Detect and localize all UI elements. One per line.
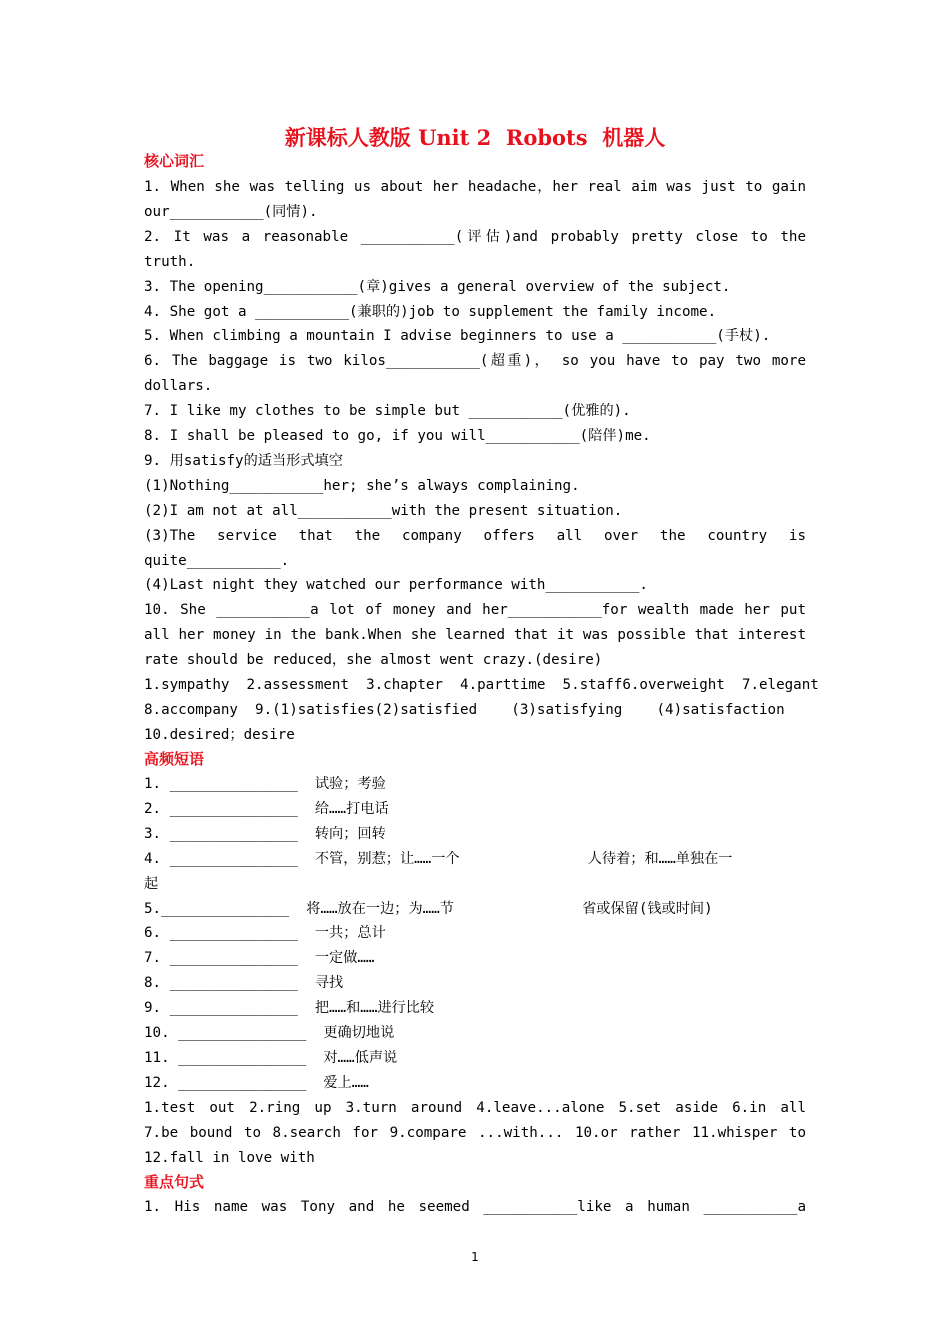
- text-line: (3)The service that the company offers all over the country is: [144, 527, 806, 544]
- text-line: (2)I am not at all___________with the present situation.: [144, 502, 623, 519]
- text-line: 12.fall in love with: [144, 1149, 315, 1166]
- section-heading-phrases: 高频短语: [144, 750, 205, 768]
- text-line: 6. _______________ 一共；总计: [144, 925, 386, 942]
- text-line: 起: [144, 875, 159, 892]
- text-line: 10.desired；desire: [144, 726, 295, 743]
- text-line: 8.accompany 9.(1)satisfies(2)satisfied (3)satisfying (4)satisfaction: [144, 701, 785, 718]
- text-line: 2. _______________ 给……打电话: [144, 800, 389, 817]
- text-line: 3. _______________ 转向；回转: [144, 825, 386, 842]
- text-line: 1.sympathy 2.assessment 3.chapter 4.parttime 5.staff6.overweight 7.elegant: [144, 677, 819, 693]
- text-line: 4. _______________ 不管，别惹；让……一个 人待着；和……单独在一: [144, 850, 733, 867]
- text-line: 10. She ___________a lot of money and her___________for wealth made her put: [144, 602, 806, 619]
- text-line: truth.: [144, 253, 196, 270]
- text-line: 1. _______________ 试验；考验: [144, 776, 386, 792]
- text-line: 10. _______________ 更确切地说: [144, 1025, 395, 1041]
- text-line: 7.be bound to 8.search for 9.compare ...with... 10.or rather 11.whisper to: [144, 1124, 806, 1141]
- text-line: 9. 用satisfy的适当形式填空: [144, 452, 343, 469]
- text-line: (4)Last night they watched our performance with___________.: [144, 577, 648, 594]
- text-line: 4. She got a ___________(兼职的)job to supplement the family income.: [144, 303, 717, 320]
- text-line: 5._______________ 将……放在一边；为……节 省或保留(钱或时间): [144, 900, 713, 917]
- text-line: 1. When she was telling us about her headache，her real aim was just to gain: [144, 179, 806, 195]
- text-line: all her money in the bank.When she learned that it was possible that interest: [144, 627, 806, 644]
- text-line: 1. His name was Tony and he seemed ___________like a human ___________a: [144, 1199, 806, 1215]
- text-line: (1)Nothing___________her; she’s always complaining.: [144, 477, 580, 494]
- text-line: rate should be reduced，she almost went crazy.(desire): [144, 652, 603, 669]
- text-line: 7. I like my clothes to be simple but ___________(优雅的).: [144, 403, 631, 420]
- text-line: 7. _______________ 一定做……: [144, 950, 375, 967]
- section-heading-sentences: 重点句式: [144, 1173, 205, 1191]
- section-heading-vocab: 核心词汇: [144, 152, 205, 170]
- text-line: 12. _______________ 爱上……: [144, 1074, 369, 1091]
- text-line: 3. The opening___________(章)gives a general overview of the subject.: [144, 278, 731, 295]
- text-line: 1.test out 2.ring up 3.turn around 4.leave...alone 5.set aside 6.in all: [144, 1099, 806, 1116]
- text-line: 11. _______________ 对……低声说: [144, 1049, 398, 1066]
- text-line: quite___________.: [144, 552, 290, 569]
- text-line: 2. It was a reasonable ___________(评估)and probably pretty close to the: [144, 228, 806, 245]
- text-line: 6. The baggage is two kilos___________(超重)， so you have to pay two more: [144, 353, 806, 370]
- text-line: dollars.: [144, 378, 213, 395]
- page-title: 新课标人教版 Unit 2 Robots 机器人: [284, 125, 666, 150]
- text-line: our___________(同情).: [144, 203, 318, 220]
- text-line: 8. _______________ 寻找: [144, 975, 344, 992]
- text-line: 5. When climbing a mountain I advise beginners to use a ___________(手杖).: [144, 328, 771, 345]
- page-number: 1: [471, 1250, 479, 1264]
- text-line: 8. I shall be pleased to go, if you will___________(陪伴)me.: [144, 428, 651, 444]
- text-line: 9. _______________ 把……和……进行比较: [144, 1000, 435, 1017]
